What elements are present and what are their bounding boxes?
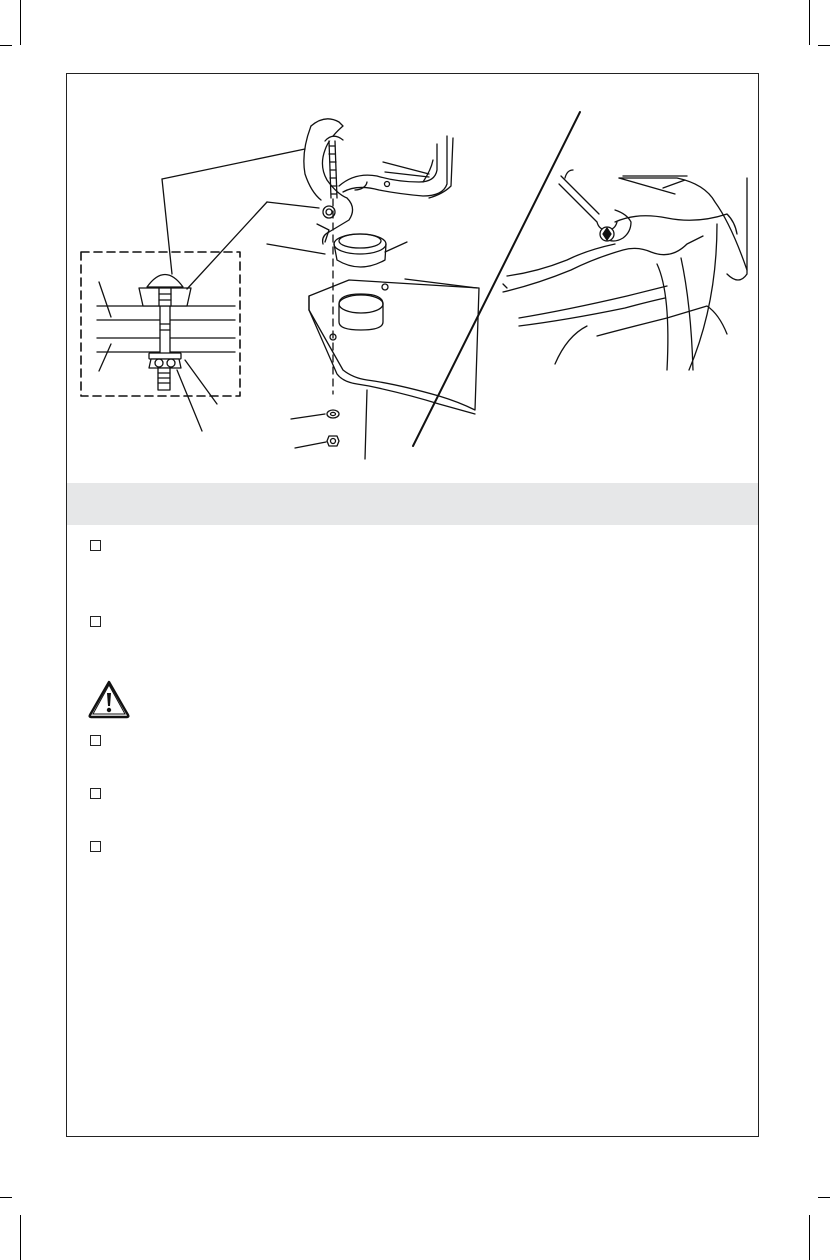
crop-mark-bottom-left-h	[0, 1197, 12, 1198]
checkbox-icon	[90, 616, 101, 627]
step-heading-band	[67, 483, 758, 525]
checkbox-icon	[90, 788, 101, 799]
crop-mark-bottom-left-v	[20, 1215, 21, 1260]
divider-line	[413, 112, 580, 446]
wrench-view	[503, 170, 747, 370]
warning-triangle-icon	[87, 679, 131, 719]
detail-inset	[81, 252, 240, 431]
crop-mark-bottom-right-h	[818, 1197, 830, 1198]
crop-mark-top-right-h	[818, 45, 830, 46]
checkbox-icon	[90, 841, 101, 852]
crop-mark-top-left-v	[20, 0, 21, 45]
checkbox-icon	[90, 540, 101, 551]
page-frame	[66, 73, 759, 1137]
crop-mark-top-right-v	[809, 0, 810, 45]
crop-mark-bottom-right-v	[809, 1215, 810, 1260]
crop-mark-top-left-h	[0, 45, 12, 46]
installation-illustration	[67, 74, 760, 484]
checkbox-icon	[90, 735, 101, 746]
